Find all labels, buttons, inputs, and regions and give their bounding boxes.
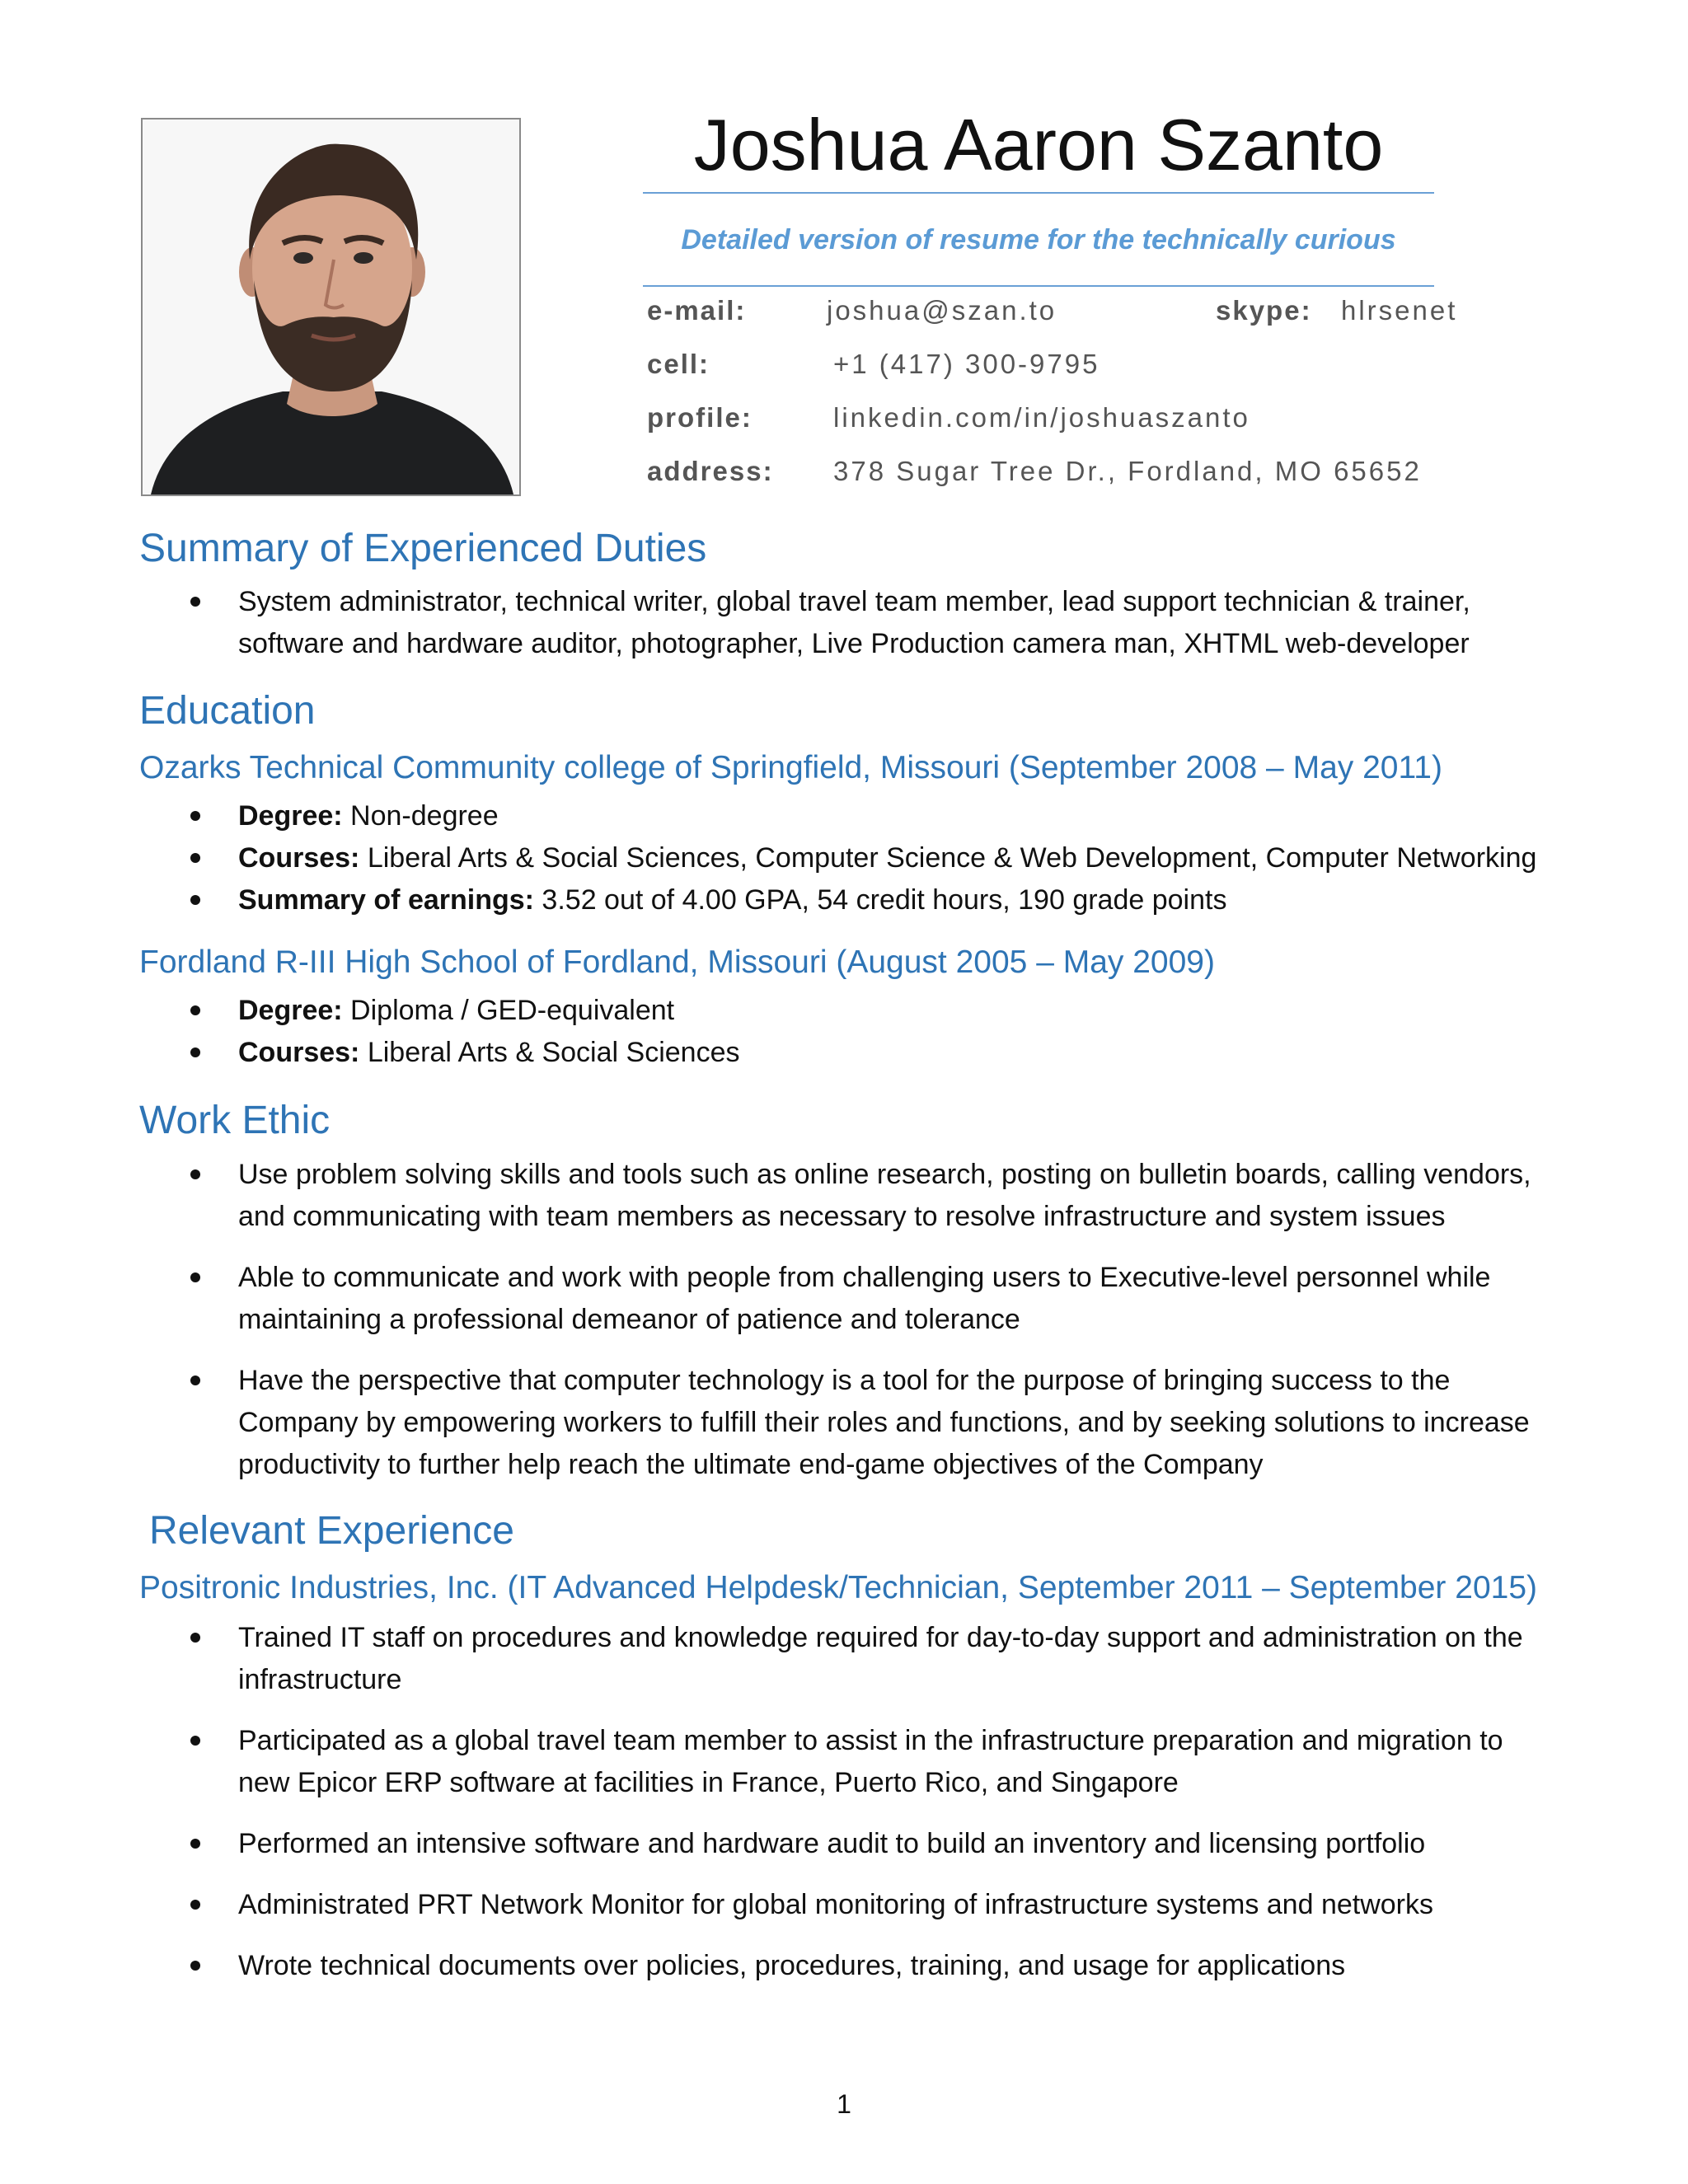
text-line: Have the perspective that computer technology is a tool for the purpose of bringing success to the	[238, 1365, 1451, 1396]
profile-link[interactable]: linkedin.com/in/joshuaszanto	[833, 402, 1250, 433]
text-line: Use problem solving skills and tools such as online research, posting on bulletin boards, calling vendors,	[238, 1159, 1531, 1190]
text-line: Wrote technical documents over policies, procedures, training, and usage for applications	[238, 1950, 1346, 1981]
experience-item	[238, 1720, 1639, 1804]
bullet-dot	[190, 1736, 200, 1746]
bullet-dot	[190, 1900, 200, 1910]
experience-item	[238, 1617, 1639, 1701]
text-line: new Epicor ERP software at facilities in France, Puerto Rico, and Singapore	[238, 1767, 1179, 1798]
text-line: Performed an intensive software and hardware audit to build an inventory and licensing portfolio	[238, 1828, 1426, 1859]
summary-item	[238, 581, 1639, 665]
item-text: Liberal Arts & Social Sciences, Computer Science & Web Development, Computer Networking	[359, 842, 1537, 874]
bullet-dot	[190, 853, 200, 863]
item-label: Courses:	[238, 1037, 360, 1068]
item-text: Non-degree	[342, 800, 499, 832]
text-line: Participated as a global travel team member to assist in the infrastructure preparation and migration to	[238, 1725, 1503, 1756]
bullet-dot	[190, 811, 200, 821]
bullet-dot	[190, 1169, 200, 1179]
bullet-dot	[190, 895, 200, 905]
bullet-dot	[190, 1961, 200, 1971]
item-label: Degree:	[238, 995, 343, 1026]
resume-name: Joshua Aaron Szanto	[693, 104, 1384, 185]
experience-item	[238, 1945, 1639, 1987]
header-divider-top	[643, 192, 1434, 194]
education-item	[238, 990, 1639, 1032]
text-line: Trained IT staff on procedures and knowledge required for day-to-day support and administration on the	[238, 1622, 1523, 1653]
text-line: Administrated PRT Network Monitor for global monitoring of infrastructure systems and networks	[238, 1889, 1433, 1920]
bullet-dot	[190, 597, 200, 607]
item-text: 3.52 out of 4.00 GPA, 54 credit hours, 190 grade points	[533, 884, 1227, 916]
bullet-dot	[190, 1633, 200, 1643]
resume-subtitle: Detailed version of resume for the technically curious	[681, 224, 1396, 255]
email-value[interactable]: joshua@szan.to	[827, 295, 1057, 326]
text-line: productivity to further help reach the ultimate end-game objectives of the Company	[238, 1449, 1264, 1480]
education-item	[238, 795, 1639, 837]
item-label: Courses:	[238, 842, 360, 874]
job-title: Positronic Industries, Inc. (IT Advanced Helpdesk/Technician, September 2011 – September 2015)	[139, 1570, 1538, 1605]
cell-value: +1 (417) 300-9795	[833, 349, 1100, 379]
text-line: software and hardware auditor, photographer, Live Production camera man, XHTML web-developer	[238, 628, 1470, 659]
experience-heading: Relevant Experience	[149, 1509, 514, 1553]
address-label: address:	[647, 456, 774, 486]
text-line: infrastructure	[238, 1664, 402, 1695]
profile-label: profile:	[647, 402, 753, 433]
email-label: e-mail:	[647, 295, 747, 326]
skype-label: skype:	[1216, 295, 1312, 326]
cell-label: cell:	[647, 349, 710, 379]
bullet-dot	[190, 1005, 200, 1015]
work-ethic-item	[238, 1360, 1639, 1486]
school-title: Fordland R-III High School of Fordland, Missouri (August 2005 – May 2009)	[139, 944, 1215, 980]
work-ethic-item	[238, 1154, 1639, 1238]
text-line: Company by empowering workers to fulfill their roles and functions, and by seeking solutions to increase	[238, 1407, 1530, 1438]
experience-item	[238, 1884, 1639, 1926]
summary-heading: Summary of Experienced Duties	[139, 527, 707, 570]
bullet-dot	[190, 1272, 200, 1282]
item-label: Summary of earnings:	[238, 884, 534, 916]
bullet-dot	[190, 1376, 200, 1385]
work-ethic-item	[238, 1257, 1639, 1341]
item-text: Liberal Arts & Social Sciences	[359, 1037, 740, 1068]
profile-photo	[141, 118, 521, 496]
page-number: 1	[837, 2089, 851, 2119]
bullet-dot	[190, 1839, 200, 1849]
item-label: Degree:	[238, 800, 343, 832]
school-title: Ozarks Technical Community college of Springfield, Missouri (September 2008 – May 2011)	[139, 750, 1442, 785]
education-heading: Education	[139, 689, 316, 733]
text-line: Able to communicate and work with people from challenging users to Executive-level personnel while	[238, 1262, 1491, 1293]
experience-item	[238, 1823, 1639, 1865]
text-line: and communicating with team members as necessary to resolve infrastructure and system issues	[238, 1201, 1446, 1232]
portrait-image	[143, 120, 519, 494]
text-line: System administrator, technical writer, global travel team member, lead support technician & trainer,	[238, 586, 1470, 617]
item-text: Diploma / GED-equivalent	[342, 995, 675, 1026]
address-value: 378 Sugar Tree Dr., Fordland, MO 65652	[833, 456, 1422, 486]
work-ethic-heading: Work Ethic	[139, 1099, 331, 1142]
education-item	[238, 879, 1639, 921]
text-line: maintaining a professional demeanor of patience and tolerance	[238, 1304, 1020, 1335]
education-item	[238, 1032, 1639, 1074]
bullet-dot	[190, 1047, 200, 1057]
header-divider-bottom	[643, 285, 1434, 287]
education-item	[238, 837, 1639, 879]
skype-value: hlrsenet	[1341, 295, 1458, 326]
